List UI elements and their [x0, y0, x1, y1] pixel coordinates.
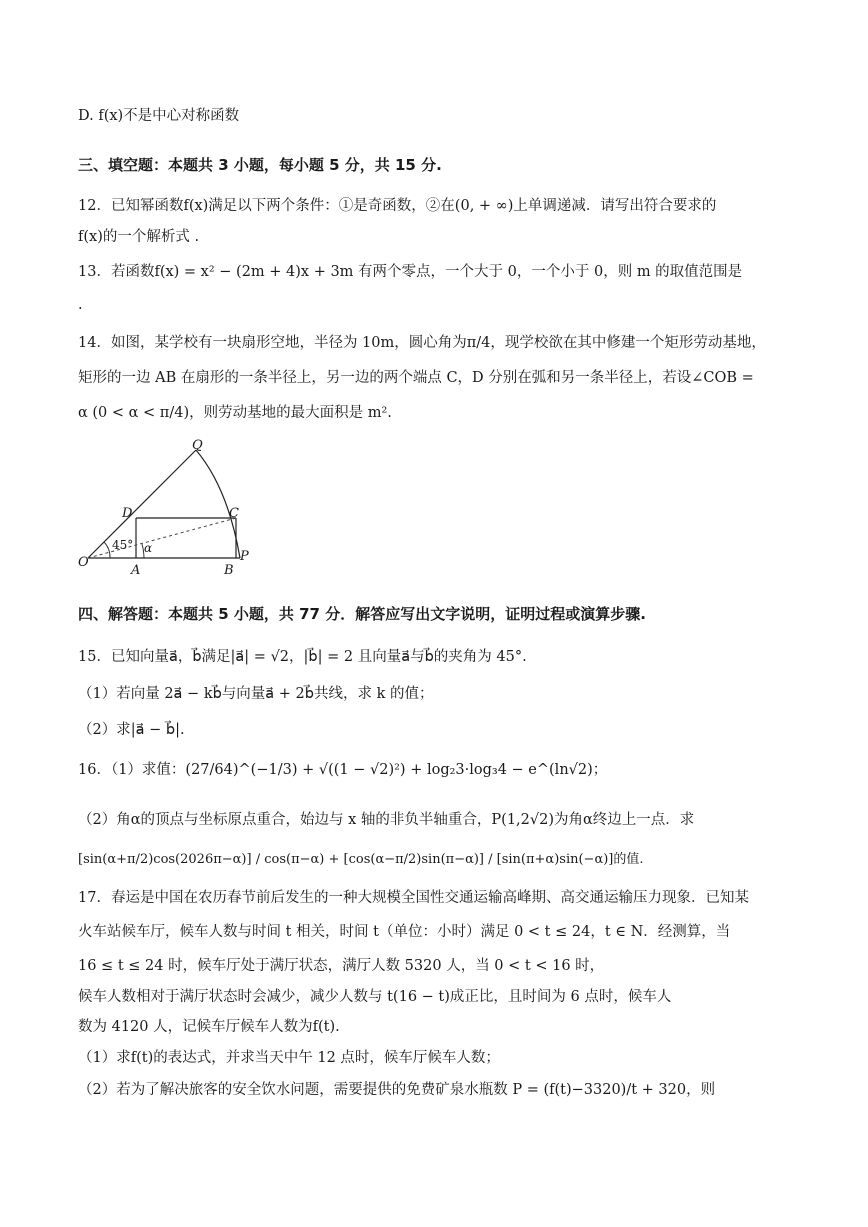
section-4-heading: 四、解答题：本题共 5 小题，共 77 分．解答应写出文字说明，证明过程或演算步骤. — [78, 605, 646, 623]
q12-line2: f(x)的一个解析式 . — [78, 229, 200, 245]
q14-line3: α (0 < α < π/4)，则劳动基地的最大面积是 m². — [78, 405, 392, 421]
line-d-option: D. f(x)不是中心对称函数 — [78, 108, 240, 124]
q16-part2: （2）角α的顶点与坐标原点重合，始边与 x 轴的非负半轴重合，P(1,2√2)为角α终边上一点．求 — [78, 812, 695, 828]
label-p: P — [240, 549, 249, 564]
dashed-oc — [88, 518, 236, 558]
arc-pq — [196, 450, 240, 558]
q15-part2: （2）求|a⃗ − b⃗|. — [78, 722, 185, 738]
label-a: A — [131, 563, 141, 578]
sector-diagram — [78, 438, 268, 578]
q14-line1: 14．如图，某学校有一块扇形空地，半径为 10m，圆心角为π/4，现学校欲在其中修建一个矩形劳动基地， — [78, 335, 766, 351]
label-o: O — [78, 555, 89, 570]
q16-part1: 16．（1）求值：(27/64)^(−1/3) + √((1 − √2)²) + log₂3·log₃4 − e^(ln√2)； — [78, 762, 608, 778]
q17-line4: 候车人数相对于满厅状态时会减少，减少人数与 t(16 − t)成正比，且时间为 6 点时，候车人 — [78, 989, 672, 1005]
radius-oq — [88, 450, 196, 558]
label-c: C — [229, 506, 239, 521]
q13-line1: 13．若函数f(x) = x² − (2m + 4)x + 3m 有两个零点，一个大于 0，一个小于 0，则 m 的取值范围是 — [78, 264, 743, 280]
q17-line3: 16 ≤ t ≤ 24 时，候车厅处于满厅状态，满厅人数 5320 人，当 0 < t < 16 时， — [78, 958, 605, 974]
q17-line5: 数为 4120 人，记候车厅候车人数为f(t). — [78, 1019, 340, 1035]
q12-line1: 12．已知幂函数f(x)满足以下两个条件：①是奇函数，②在(0, + ∞)上单调递减．请写出符合要求的 — [78, 198, 717, 214]
q17-line1: 17．春运是中国在农历春节前后发生的一种大规模全国性交通运输高峰期、高交通运输压力现象．已知某 — [78, 890, 749, 906]
q17-part2: （2）若为了解决旅客的安全饮水问题，需要提供的免费矿泉水瓶数 P = (f(t)−3320)/t + 320，则 — [78, 1082, 716, 1098]
q17-line2: 火车站候车厅，候车人数与时间 t 相关，时间 t（单位：小时）满足 0 < t ≤ 24，t ∈ N．经测算，当 — [78, 924, 731, 940]
label-d: D — [122, 506, 133, 521]
q17-part1: （1）求f(t)的表达式，并求当天中午 12 点时，候车厅候车人数； — [78, 1050, 500, 1066]
angle-45-mark — [104, 542, 110, 558]
q16-expression: [sin(α+π/2)cos(2026π−α)] / cos(π−α) + [cos(α−π/2)sin(π−α)] / [sin(π+α)sin(−α)]的值. — [78, 852, 644, 867]
label-q: Q — [192, 438, 203, 453]
q15-stem: 15．已知向量a⃗，b⃗满足|a⃗| = √2，|b⃗| = 2 且向量a⃗与b⃗的夹角为 45°. — [78, 649, 527, 665]
label-alpha: α — [144, 541, 153, 555]
q13-line2: . — [78, 297, 83, 313]
label-b: B — [224, 563, 234, 578]
label-45: 45° — [112, 538, 134, 552]
q15-part1: （1）若向量 2a⃗ − kb⃗与向量a⃗ + 2b⃗共线，求 k 的值； — [78, 686, 434, 702]
q14-line2: 矩形的一边 AB 在扇形的一条半径上，另一边的两个端点 C，D 分别在弧和另一条半径上，若设∠COB = — [78, 370, 754, 386]
section-3-heading: 三、填空题：本题共 3 小题，每小题 5 分，共 15 分. — [78, 156, 442, 174]
